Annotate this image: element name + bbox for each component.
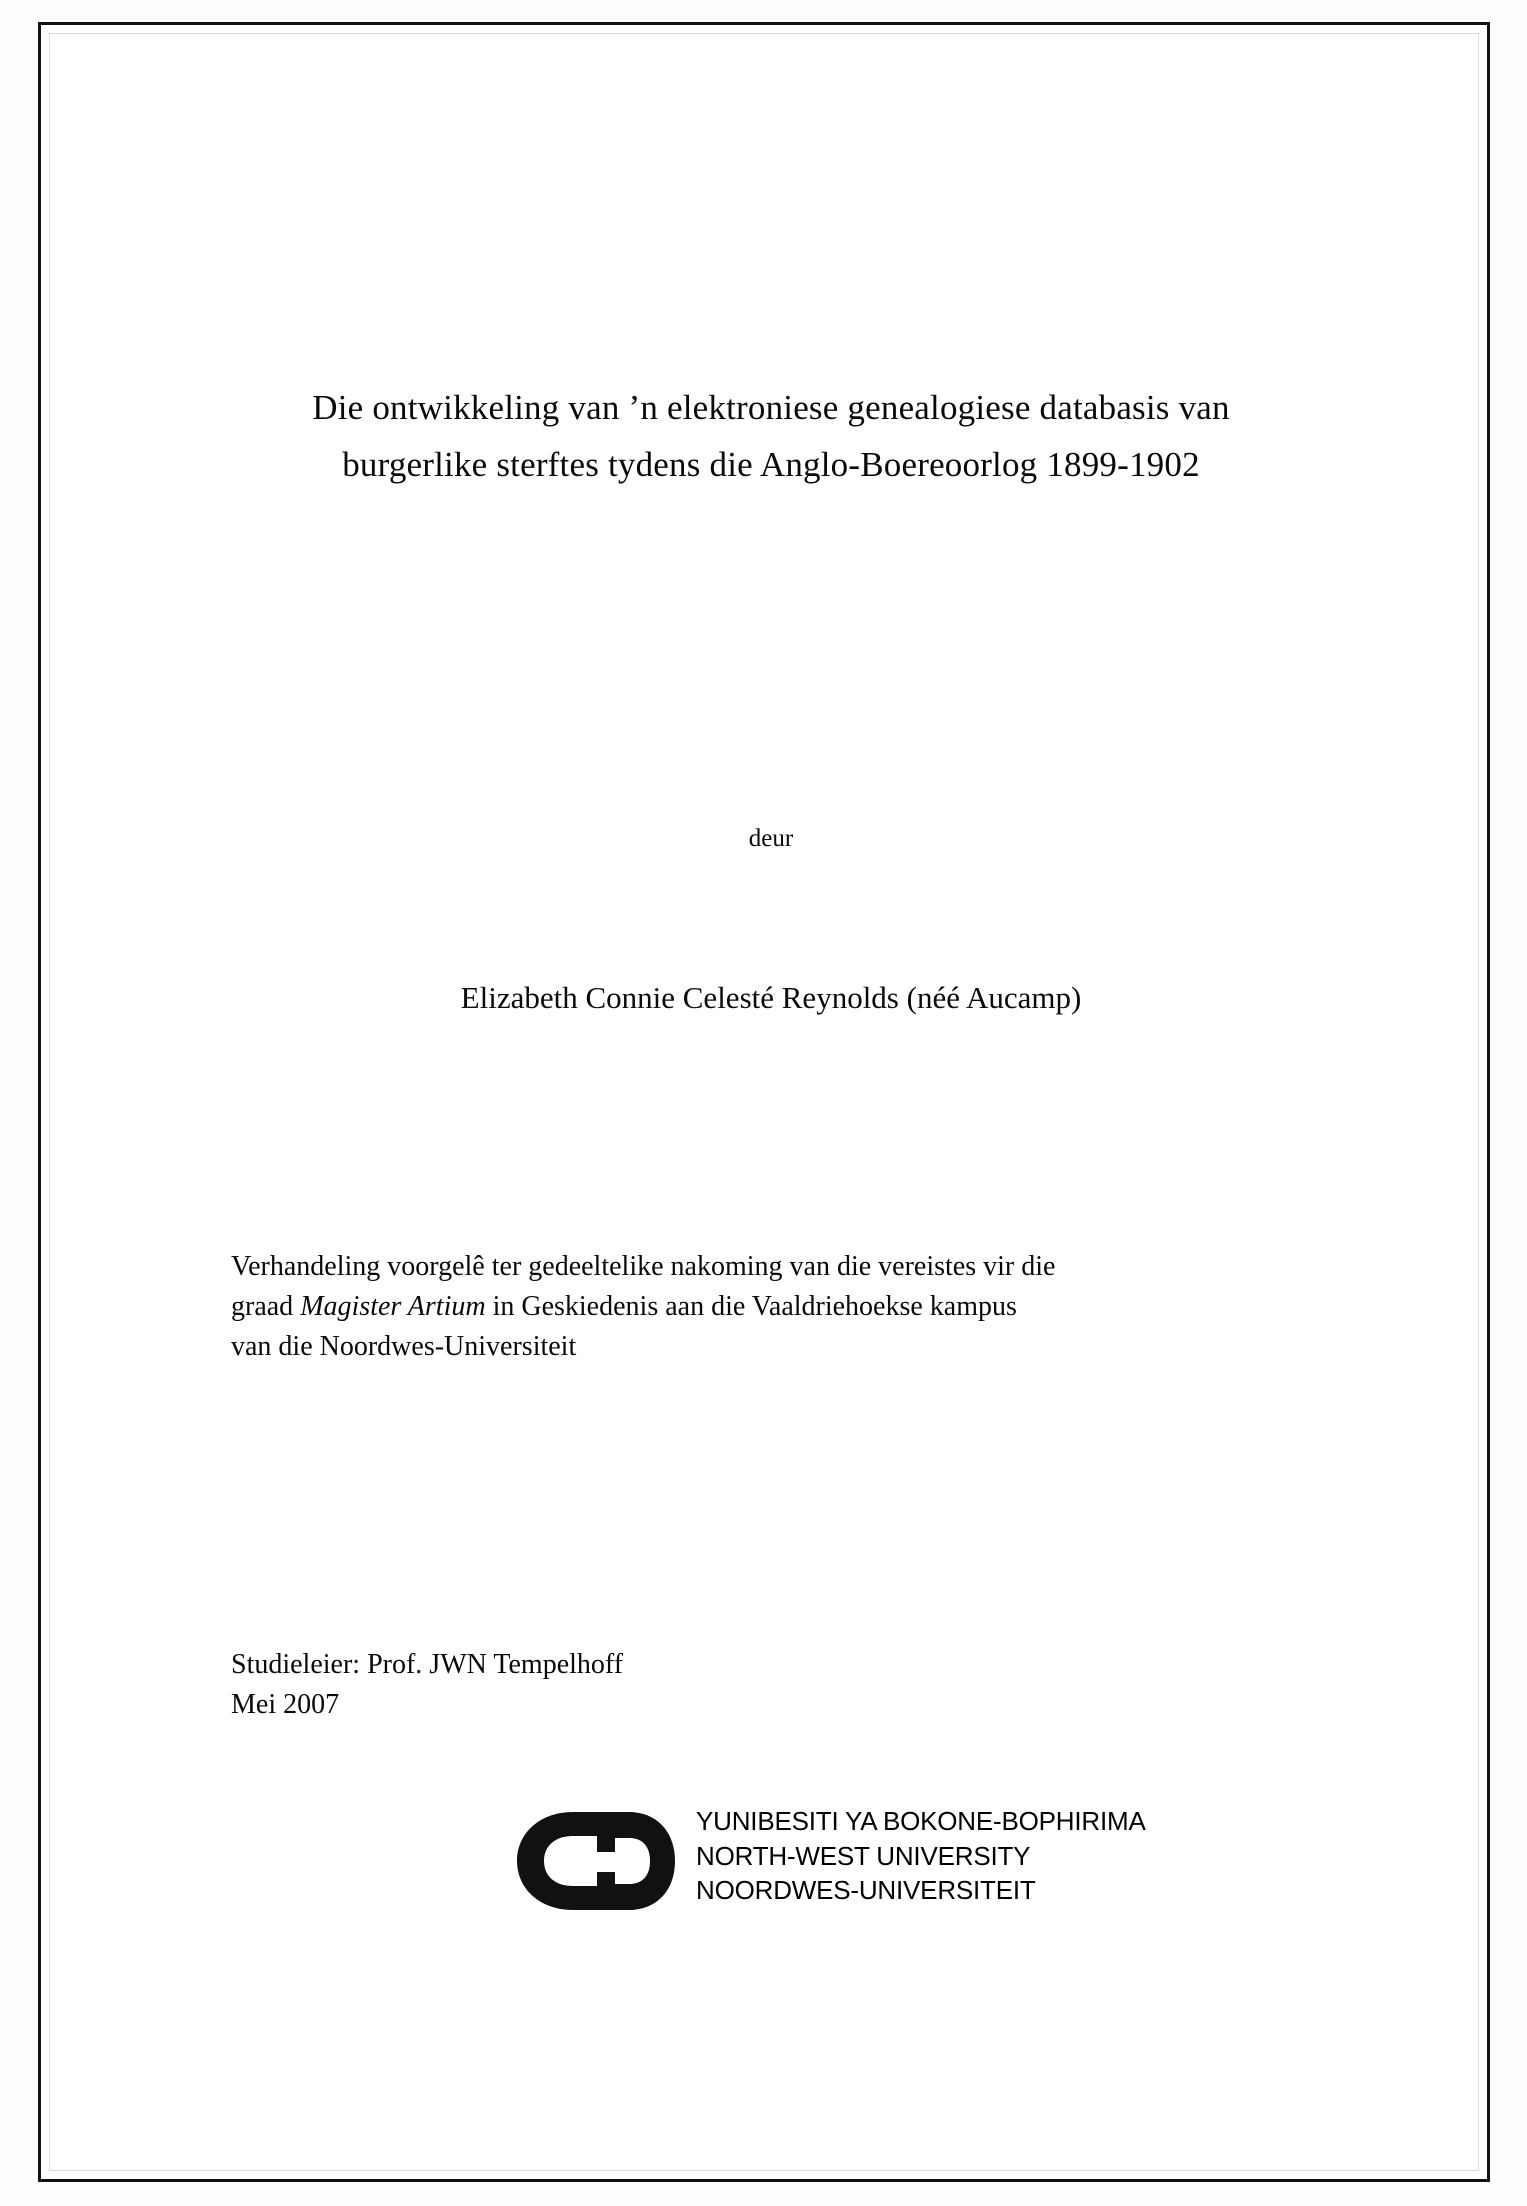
- author-name: Elizabeth Connie Celesté Reynolds (néé Aucamp): [460, 980, 1082, 1015]
- degree-name-italic: Magister Artium: [300, 1290, 486, 1322]
- logo-text-line-2: NORTH-WEST UNIVERSITY: [696, 1840, 1031, 1871]
- by-word: deur: [748, 825, 794, 852]
- degree-statement-line-3: van die Noordwes-Universiteit: [231, 1330, 577, 1362]
- university-logo-block: [511, 1800, 1291, 1920]
- university-logo-text: [696, 1804, 1146, 1908]
- degree-statement-line-1: Verhandeling voorgelê ter gedeeltelike nakoming van die vereistes vir die: [231, 1251, 1056, 1282]
- title-line-2: burgerlike sterftes tydens die Anglo-Boereoorlog 1899-1902: [342, 444, 1200, 484]
- title-line-1: Die ontwikkeling van ’n elektroniese genealogiese databasis van: [312, 388, 1230, 427]
- page-border-frame: [38, 22, 1490, 2182]
- supervisor-line: Studieleier: Prof. JWN Tempelhoff: [231, 1649, 624, 1680]
- date-line: Mei 2007: [231, 1688, 340, 1720]
- thesis-title: [191, 380, 1351, 493]
- degree-statement: [231, 1247, 1313, 1366]
- degree-statement-line-2-suffix: in Geskiedenis aan die Vaaldriehoekse kampus: [485, 1290, 1017, 1322]
- degree-statement-line-2-prefix: graad: [231, 1290, 301, 1322]
- logo-text-line-1: YUNIBESITI YA BOKONE-BOPHIRIMA: [696, 1806, 1146, 1836]
- north-west-university-logo-icon: [511, 1808, 691, 1913]
- title-page-content: [191, 25, 1351, 2179]
- logo-text-line-3: NOORDWES-UNIVERSITEIT: [696, 1875, 1036, 1906]
- supervisor-and-date: [231, 1645, 1231, 1725]
